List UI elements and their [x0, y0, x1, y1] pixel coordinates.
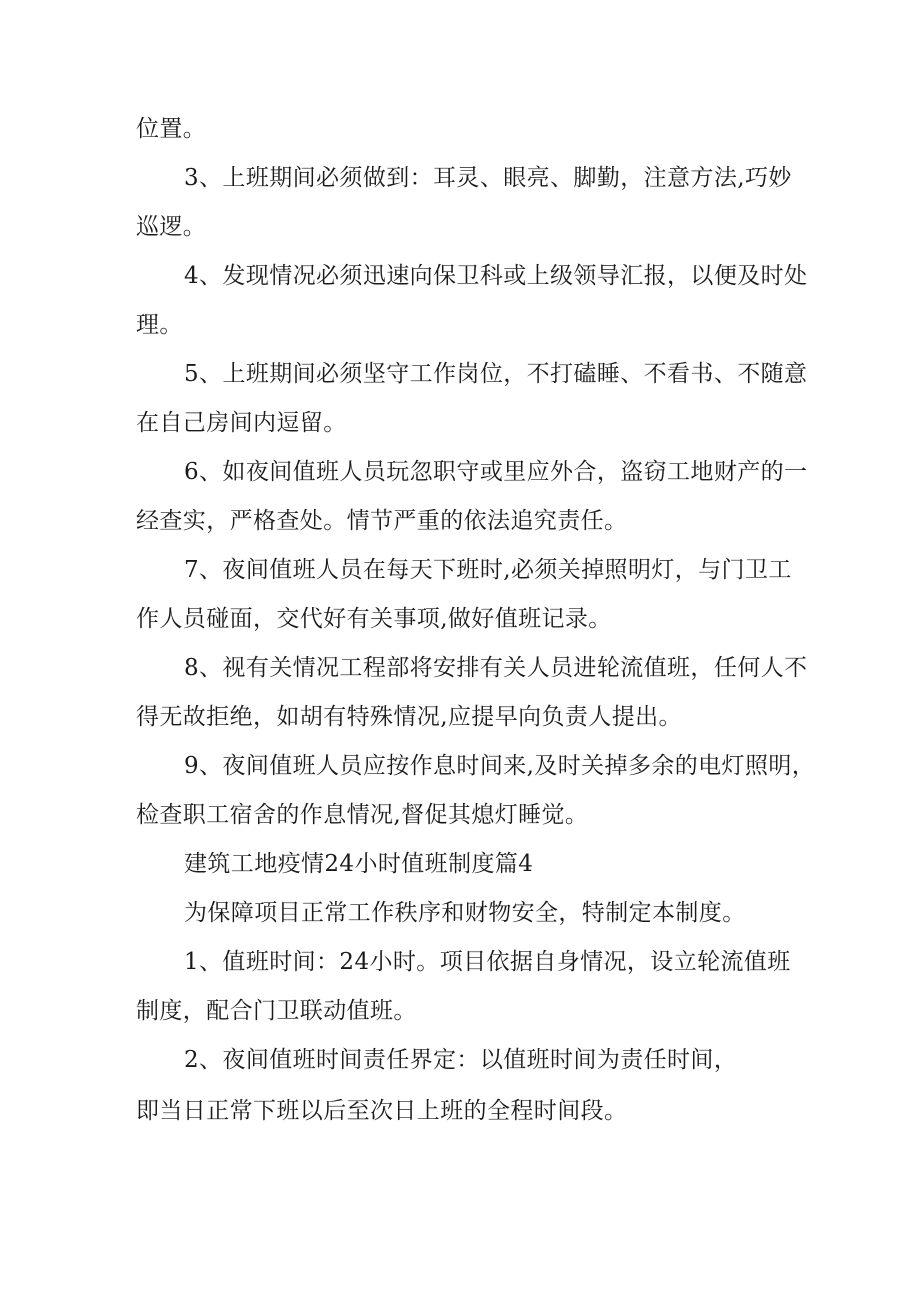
body-text-line: 4、发现情况必须迅速向保卫科或上级领导汇报，以便及时处 — [184, 263, 808, 289]
body-text-line: 8、视有关情况工程部将安排有关人员进轮流值班，任何人不 — [184, 655, 808, 681]
body-text-line: 位置。 — [136, 116, 207, 142]
body-text-line: 巡逻。 — [136, 214, 207, 240]
body-text-line: 检查职工宿舍的作息情况,督促其熄灯睡觉。 — [136, 802, 589, 828]
body-text-line: 制度，配合门卫联动值班。 — [136, 998, 417, 1024]
body-text-line: 1、值班时间：24小时。项目依据自身情况，设立轮流值班 — [184, 949, 791, 975]
body-text-line: 3、上班期间必须做到：耳灵、眼亮、脚勤，注意方法,巧妙 — [184, 165, 792, 191]
body-text-line: 理。 — [136, 312, 183, 338]
body-text-line: 即当日正常下班以后至次日上班的全程时间段。 — [136, 1098, 628, 1124]
section-heading: 建筑工地疫情24小时值班制度篇4 — [184, 851, 534, 877]
body-text-line: 6、如夜间值班人员玩忽职守或里应外合，盗窃工地财产的一 — [184, 459, 808, 485]
body-text-line: 在自己房间内逗留。 — [136, 410, 347, 436]
body-text-line: 作人员碰面，交代好有关事项,做好值班记录。 — [136, 606, 612, 632]
body-text-line: 2、夜间值班时间责任界定：以值班时间为责任时间， — [184, 1047, 738, 1073]
body-text-line: 经查实，严格查处。情节严重的依法追究责任。 — [136, 508, 628, 534]
body-text-line: 7、夜间值班人员在每天下班时,必须关掉照明灯，与门卫工 — [184, 557, 792, 583]
body-text-line: 得无故拒绝，如胡有特殊情况,应提早向负责人提出。 — [136, 704, 682, 730]
body-text-line: 9、夜间值班人员应按作息时间来,及时关掉多余的电灯照明， — [184, 753, 816, 779]
body-text-line: 5、上班期间必须坚守工作岗位，不打磕睡、不看书、不随意 — [184, 361, 808, 387]
body-text-line: 为保障项目正常工作秩序和财物安全，特制定本制度。 — [184, 900, 746, 926]
